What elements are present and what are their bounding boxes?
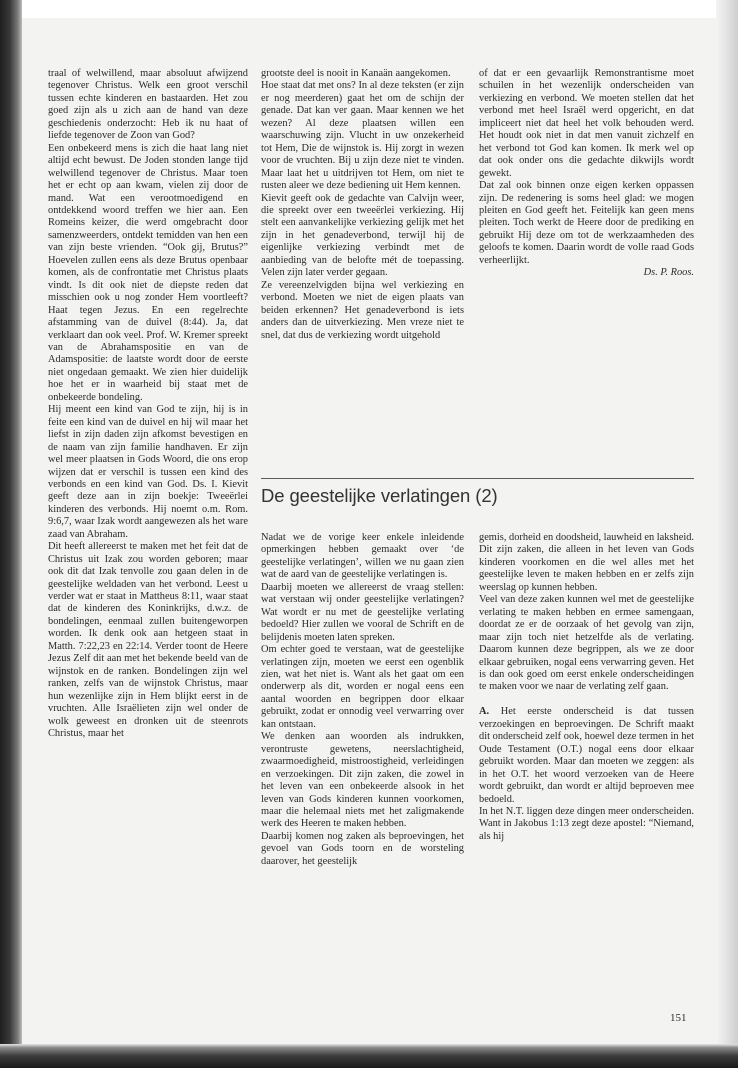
paragraph: Een onbekeerd mens is zich die haat lang niet altijd echt bewust. De Joden stonden lange tijd welwillend tegenover de Christus. Maar toen het er echt op aan kwam, vielen zij door de mand. Wat een verootmoedigend en ontdekkend woord treffen we hier aan. Een Romeins keizer, die werd omgebracht door samenzweerders, ontdekt temidden van hen een van zijn beste vrienden. “Ook gij, Brutus?” Hoevelen zullen eens als deze Brutus openbaar komen, als de confrontatie met Christus plaats vindt. Is dit ook niet de diepste reden dat misschien ook u nog zonder Hem voortleeft? Haat tegen Jezus. En een regelrechte afstamming van de duivel (8:44). Ja, dat verklaart dan ook veel. Prof. W. Kremer spreekt van de Abrahamspositie en van de Adamspositie: de laatste wordt door de eerste niet ongedaan gemaakt. We zien hier duidelijk hoe het er in waarheid bij staat met de onbekeerde bondeling. — [48, 142, 248, 403]
paragraph: of dat er een gevaarlijk Remonstrantisme moet schuilen in het wezenlijk onderscheiden van verkiezing en verbond. We moeten stellen dat het verbond met heel Israël werd opgericht, en dat impliceert niet dat heel het volk behouden werd. Het houdt ook niet in dat men vanuit zichzelf en het verbond tot God kan komen. Ik merk wel op dat ook onder ons die gedachte dikwijls wordt gewekt. — [479, 68, 694, 179]
scan-edge-right — [716, 0, 738, 1068]
paragraph: Hij meent een kind van God te zijn, hij is in feite een kind van de duivel en hij wil maar het liefst in zijn daden zijn afkomst bevestigen en de naam van zijn familie handhaven. Er zijn wel meer plaatsen in Gods Woord, die ons erop wijzen dat er verschil is tussen een kind des verbonds en een kind van God. Ds. I. Kievit geeft deze aan in zijn boekje: Tweeërlei kinderen des verbonds. Hij noemt o.m. Rom. 9:6,7, waar Izak wordt aangewezen als het ware zaad van Abraham. — [48, 404, 248, 540]
article1-middle-column — [261, 68, 464, 342]
scan-edge-left — [0, 0, 22, 1068]
scan-edge-bottom — [0, 1044, 738, 1068]
paragraph: We denken aan woorden als indrukken, verontruste gewetens, neerslachtigheid, zwaarmoedigheid, mistroostigheid, verleidingen en verzoekingen. Dit zijn zaken, die zowel in het leven van een onbekeerde alsook in het leven van Gods kinderen kunnen voorkomen, maar die helemaal niets met het zaligmakende werk des Heeren te maken hebben. — [261, 731, 464, 830]
paragraph: In het N.T. liggen deze dingen meer onderscheiden. Want in Jakobus 1:13 zegt deze apostel: “Niemand, als hij — [479, 805, 694, 842]
author-signature: Ds. P. Roos. — [643, 267, 694, 279]
paragraph: gemis, dorheid en doodsheid, lauwheid en laksheid. Dit zijn zaken, die alleen in het leven van Gods kinderen voorkomen en die wel alles met het geestelijke leven te maken hebben en er zelfs zijn weerslag op kunnen hebben. — [479, 532, 694, 593]
paragraph: Daarbij komen nog zaken als beproevingen, het gevoel van Gods toorn en de worsteling daarover, het geestelijk — [261, 830, 464, 867]
paragraph: Dit heeft allereerst te maken met het feit dat de Christus uit Izak zou worden geboren; maar ook dit dat Izak tenvolle zou gaan delen in de geestelijke weldaden van het verbond. Leest u verder wat er staat in Mattheus 8:11, waar staat dat de kinderen des Koninkrijks, d.w.z. de bondelingen, eenmaal zullen buitengeworpen worden. Ik denk ook aan hetgeen staat in Matth. 7:22,23 en 22:14. Verder toont de Heere Jezus Zelf dit aan met het bekende beeld van de wijnstok en de ranken. Bondelingen zijn wel ranken, zelfs van de wijnstok Christus, maar hun wezenlijke zijn in Hem blijkt eerst in de vruchten. Alle Israëlieten zijn wel onder de wolk geweest en dronken uit de steenrots Christus, maar het — [48, 541, 248, 740]
section-a-text: Het eerste onderscheid is dat tussen verzoekingen en beproevingen. De Schrift maakt dit onderscheid zelf ook, hoewel deze termen in het Oude Testament (O.T.) nogal eens door elkaar gebruikt worden. Maar dan moeten we zeggen: als in het O.T. het woord verzoeken van de Heere wordt gebruikt, dan wordt er altijd beproeven mee bedoeld. — [479, 706, 694, 805]
paragraph: Daarbij moeten we allereerst de vraag stellen: wat verstaan wij onder geestelijke verlatingen? Wat wordt er nu met de geestelijke verlating bedoeld? Hier zullen we vooral de Schrift en de belijdenis moeten laten spreken. — [261, 581, 464, 643]
article1-right-column — [479, 68, 694, 280]
paragraph: traal of welwillend, maar absoluut afwijzend tegenover Christus. Welk een groot verschil tussen echte kinderen en bastaarden. Het zou goed zijn als u zich aan de hand van deze geschiedenis onderzocht: Heb ik nu haat of liefde tegenover de Zoon van God? — [48, 68, 248, 142]
paragraph: Hoe staat dat met ons? In al deze teksten (er zijn er nog meerderen) gaat het om de schijn der genade. Dat kan ver gaan. Maar kennen we het wezen? Al deze plaatsen willen een waarschuwing zijn. Vlucht in uw onzekerheid tot Hem, Die de wijnstok is. Hij zorgt in wezen voor de vruchten. Bij u zijn deze niet te vinden. Maar laat het u uitdrijven tot Hem, om niet te rusten aleer we deze bediening uit Hem kennen. — [261, 80, 464, 192]
section-divider — [261, 478, 694, 479]
article2-middle-column — [261, 532, 464, 868]
section-a-label: A. — [479, 706, 490, 718]
page — [22, 18, 716, 1044]
paragraph — [479, 706, 694, 806]
paragraph: Om echter goed te verstaan, wat de geestelijke verlatingen zijn, moeten we eerst een ogenblik zien, wat het niet is. Want als het gaat om een onderwerp als dit, worden er nogal eens een aantal woorden en begrippen door elkaar gebruikt, zodat er onnodig veel verwarring over kan ontstaan. — [261, 644, 464, 730]
paragraph: Dat zal ook binnen onze eigen kerken oppassen zijn. De redenering is soms heel glad: we mogen pleiten en God geeft het. Feitelijk kan geen mens pleiten. Toch werkt de Heere door de prediking en gebruikt Hij deze om tot de werkzaamheden des geloofs te komen. Daarin wordt de volle raad Gods verheerlijkt. — [479, 180, 694, 266]
paragraph: Kievit geeft ook de gedachte van Calvijn weer, die spreekt over een tweeërlei verkiezing. Hij stelt een aanvankelijke verkiezing gelijk met het zijn in het genadeverbond, terwijl hij de eigenlijke verkiezing verbindt met de aanbieding van de belofte mét de toepassing. Velen zijn later verder gegaan. — [261, 192, 464, 279]
article2-title: De geestelijke verlatingen (2) — [261, 485, 498, 506]
article2-right-column — [479, 532, 694, 843]
paragraph: Veel van deze zaken kunnen wel met de geestelijke verlating te maken hebben en ermee samengaan, doordat ze er de oorzaak of het gevolg van zijn, maar zijn toch niet hetzelfde als de verlating. Daarom kunnen deze begrippen, als we ze door elkaar gebruiken, nogal eens verwarring geven. Het is dan ook goed om eerst enkele onderscheidingen te maken voor we naar de verlating zelf gaan. — [479, 594, 694, 693]
article1-left-column — [48, 68, 248, 740]
paragraph: Ze vereenzelvigden bijna wel verkiezing en verbond. Moeten we niet de eigen plaats van beiden erkennen? Het genadeverbond is iets anders dan de uitverkiezing. Men vreze niet te snel, dat dus de verkiezing wordt uitgehold — [261, 279, 464, 341]
paragraph: grootste deel is nooit in Kanaän aangekomen. — [261, 68, 451, 79]
page-number: 151 — [670, 1012, 687, 1024]
paragraph: Nadat we de vorige keer enkele inleidende opmerkingen hebben gemaakt over ‘de geestelijke verlatingen’, willen we nu gaan zien wat de aard van de geestelijke verlatingen is. — [261, 532, 464, 581]
